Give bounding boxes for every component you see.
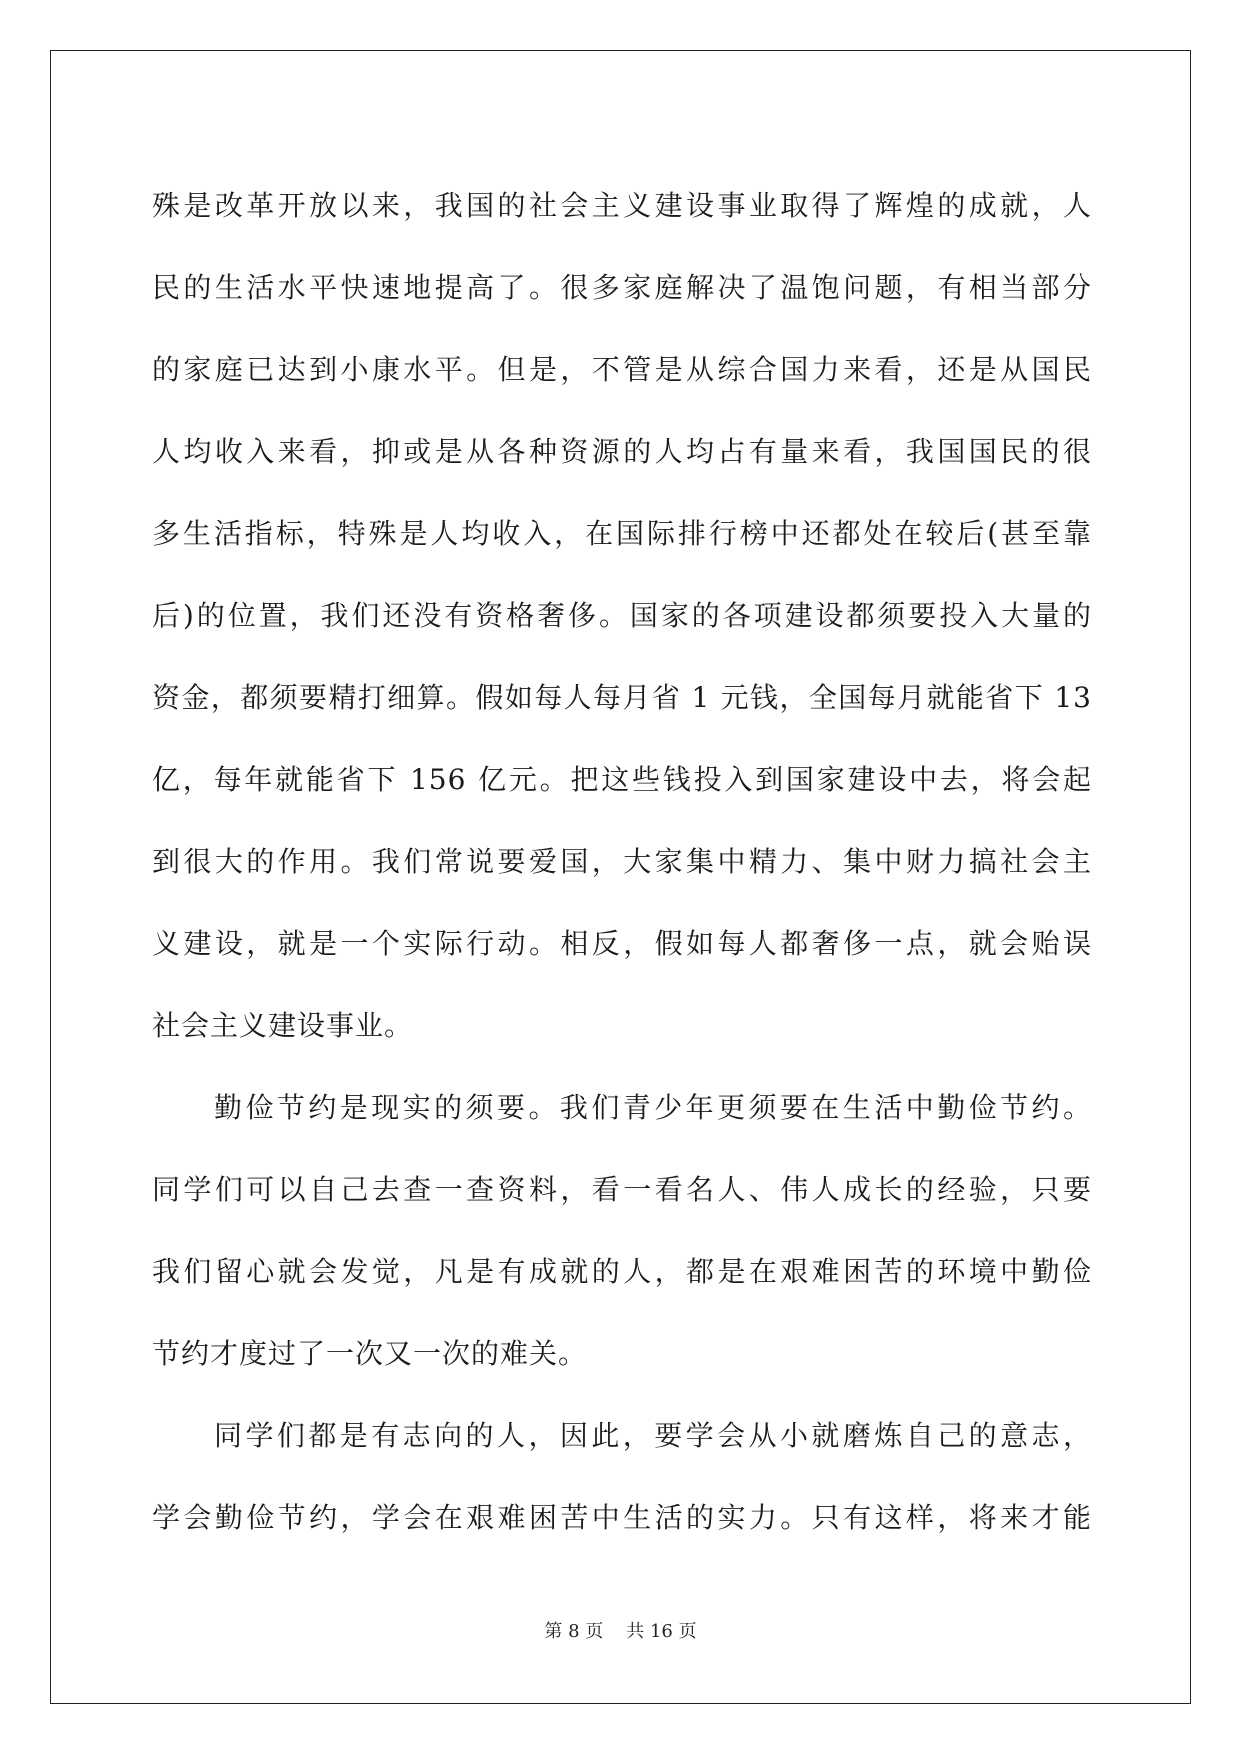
text-line: 人均收入来看，抑或是从各种资源的人均占有量来看，我国国民的很 bbox=[152, 435, 1092, 468]
page-total: 共 16 页 bbox=[626, 1621, 697, 1642]
body-text bbox=[152, 165, 1092, 1559]
page-footer bbox=[0, 1617, 1241, 1643]
text-line: 后)的位置，我们还没有资格奢侈。国家的各项建设都须要投入大量的 bbox=[152, 599, 1092, 632]
text-line: 殊是改革开放以来，我国的社会主义建设事业取得了辉煌的成就，人 bbox=[152, 189, 1092, 222]
text-line: 同学们可以自己去查一查资料，看一看名人、伟人成长的经验，只要 bbox=[152, 1173, 1092, 1206]
text-line: 义建设，就是一个实际行动。相反，假如每人都奢侈一点，就会贻误 bbox=[152, 927, 1092, 960]
text-line: 学会勤俭节约，学会在艰难困苦中生活的实力。只有这样，将来才能 bbox=[152, 1501, 1092, 1534]
text-line: 节约才度过了一次又一次的难关。 bbox=[152, 1337, 588, 1370]
text-line: 资金，都须要精打细算。假如每人每月省 1 元钱，全国每月就能省下 13 bbox=[152, 681, 1092, 714]
text-line: 的家庭已达到小康水平。但是，不管是从综合国力来看，还是从国民 bbox=[152, 353, 1092, 386]
paragraph-first-line: 勤俭节约是现实的须要。我们青少年更须要在生活中勤俭节约。 bbox=[214, 1091, 1092, 1124]
page-number: 第 8 页 bbox=[544, 1621, 604, 1642]
text-line: 到很大的作用。我们常说要爱国，大家集中精力、集中财力搞社会主 bbox=[152, 845, 1092, 878]
text-line: 我们留心就会发觉，凡是有成就的人，都是在艰难困苦的环境中勤俭 bbox=[152, 1255, 1092, 1288]
text-line: 多生活指标，特殊是人均收入，在国际排行榜中还都处在较后(甚至靠 bbox=[152, 517, 1092, 550]
text-line: 社会主义建设事业。 bbox=[152, 1009, 414, 1042]
paragraph-first-line: 同学们都是有志向的人，因此，要学会从小就磨炼自己的意志， bbox=[214, 1419, 1092, 1452]
text-line: 民的生活水平快速地提高了。很多家庭解决了温饱问题，有相当部分 bbox=[152, 271, 1092, 304]
footer-spacer bbox=[603, 1621, 626, 1642]
text-line: 亿，每年就能省下 156 亿元。把这些钱投入到国家建设中去，将会起 bbox=[152, 763, 1092, 796]
